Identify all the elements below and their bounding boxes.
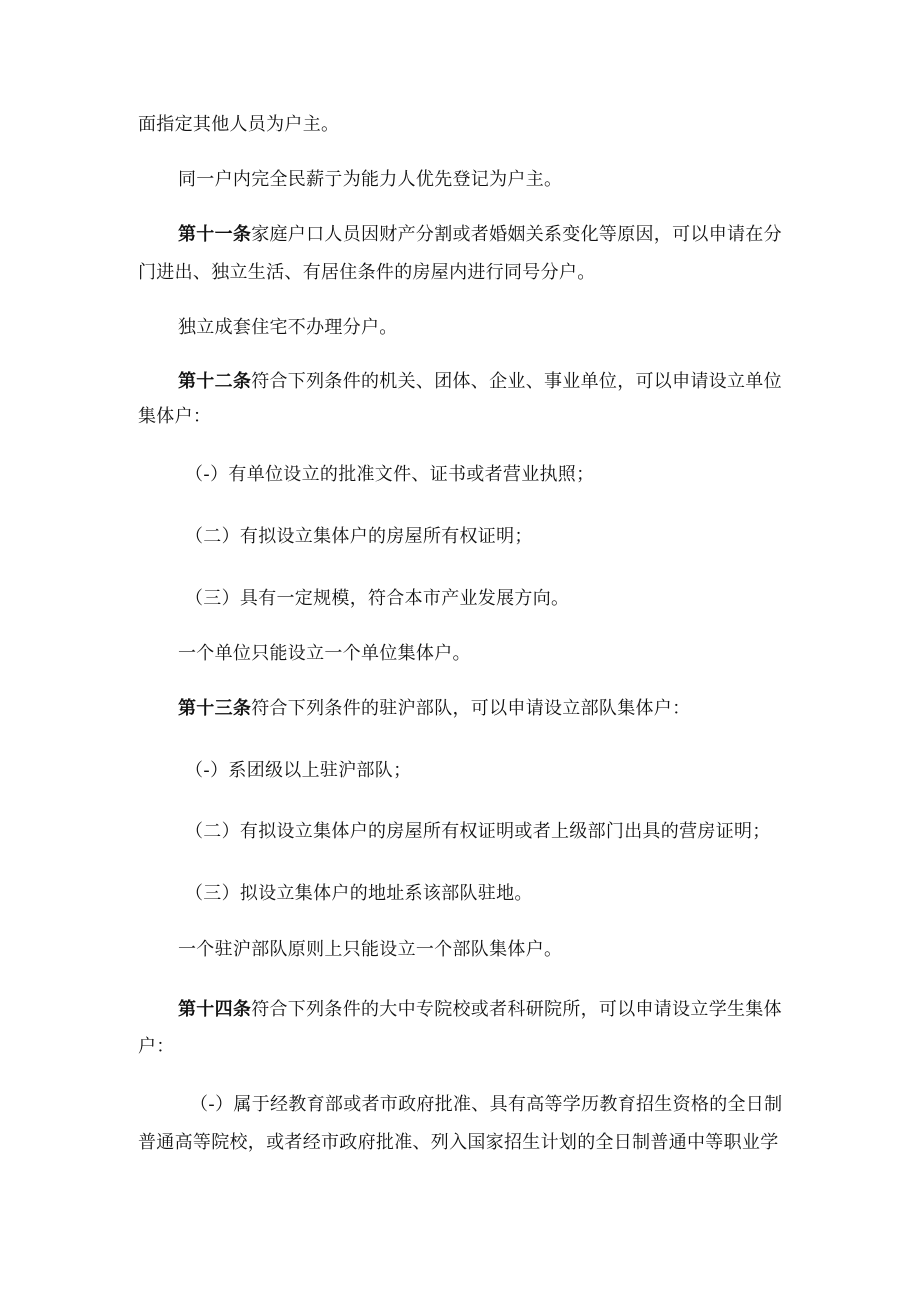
list-item: （二）有拟设立集体户的房屋所有权证明或者上级部门出具的营房证明；	[185, 821, 771, 842]
article-11-heading: 第十一条	[178, 224, 252, 245]
article-14-heading: 第十四条	[178, 999, 252, 1020]
article-13-first-line	[178, 697, 690, 721]
article-11-first-line	[178, 223, 782, 247]
paragraph-line: 集体户：	[138, 406, 212, 427]
article-13-heading: 第十三条	[178, 698, 252, 719]
article-12-text: 符合下列条件的机关、团体、企业、事业单位，可以申请设立单位	[251, 371, 782, 392]
paragraph-line: 独立成套住宅不办理分户。	[178, 317, 398, 338]
article-11-text: 家庭户口人员因财产分割或者婚姻关系变化等原因，可以申请在分	[251, 224, 782, 245]
paragraph-line: 一个驻沪部队原则上只能设立一个部队集体户。	[178, 939, 563, 960]
paragraph-line: 户：	[138, 1036, 175, 1057]
list-item: （二）有拟设立集体户的房屋所有权证明；	[185, 526, 533, 547]
paragraph-line: 面指定其他人员为户主。	[138, 114, 340, 135]
list-item: （-）有单位设立的批准文件、证书或者营业执照；	[185, 464, 595, 485]
article-12-first-line	[178, 370, 782, 394]
article-14-first-line	[178, 998, 782, 1022]
list-item: （-）属于经教育部或者市政府批准、具有高等学历教育招生资格的全日制	[190, 1094, 783, 1115]
article-14-text: 符合下列条件的大中专院校或者科研院所，可以申请设立学生集体	[251, 999, 782, 1020]
article-13-text: 符合下列条件的驻沪部队，可以申请设立部队集体户：	[251, 698, 691, 719]
list-item: （三）具有一定规模，符合本市产业发展方向。	[185, 588, 570, 609]
list-item: （三）拟设立集体户的地址系该部队驻地。	[185, 883, 533, 904]
paragraph-line: 同一户内完全民薪亍为能力人优先登记为户主。	[178, 169, 563, 190]
article-12-heading: 第十二条	[178, 371, 252, 392]
list-item: （-）系团级以上驻沪部队；	[185, 760, 412, 781]
paragraph-line: 门进出、独立生活、有居住条件的房屋内进行同号分户。	[138, 262, 596, 283]
list-item-continuation: 普通高等院校，或者经市政府批准、列入国家招生计划的全日制普通中等职业学	[138, 1132, 779, 1153]
paragraph-line: 一个单位只能设立一个单位集体户。	[178, 643, 471, 664]
